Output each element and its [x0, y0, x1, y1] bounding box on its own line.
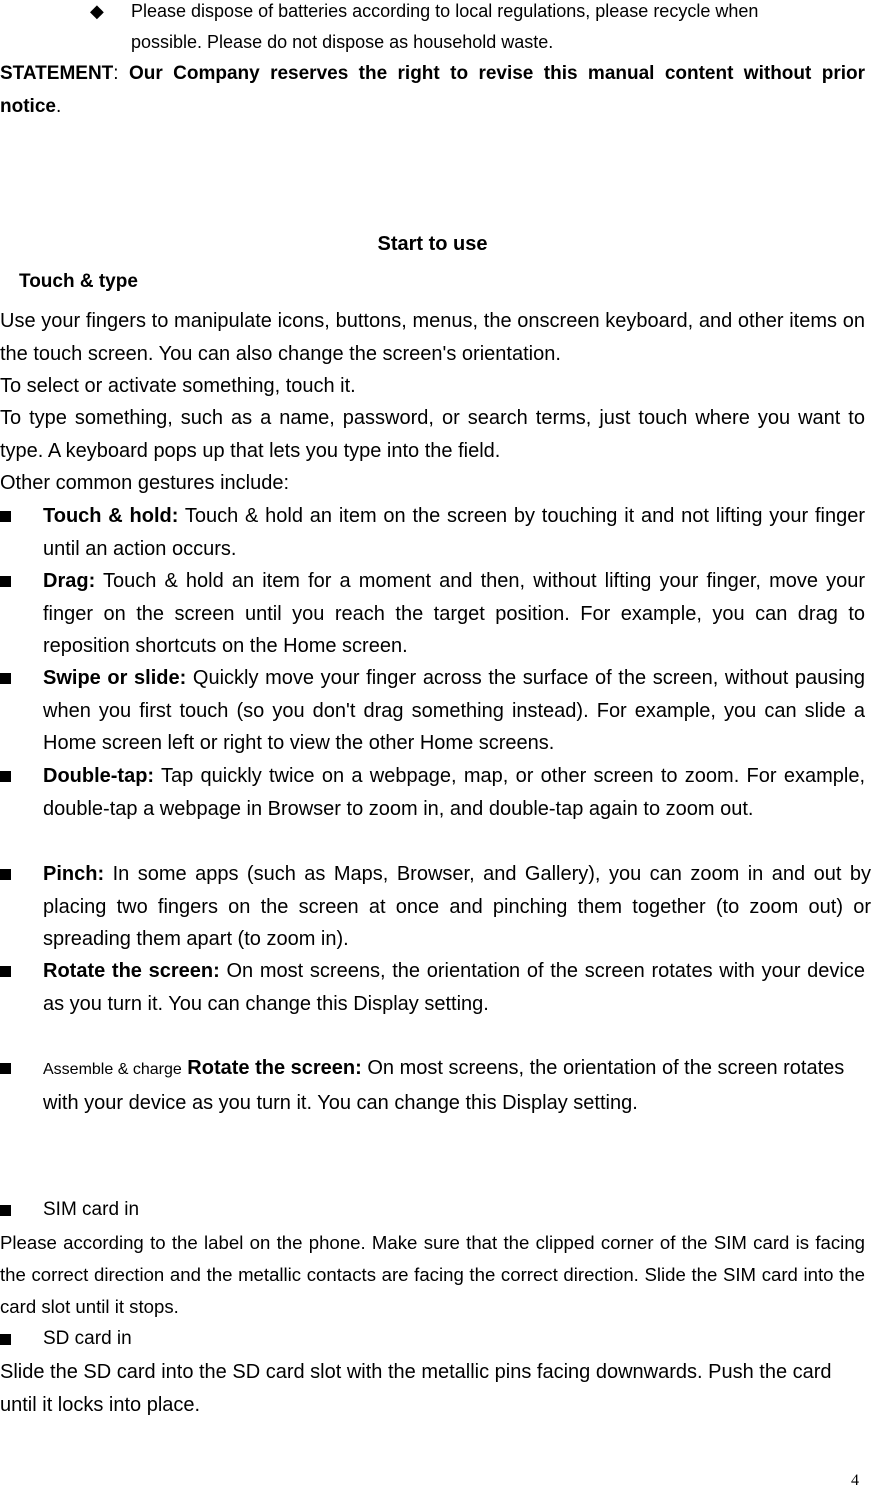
battery-note: [0, 0, 871, 60]
gesture-description: Touch & hold an item for a moment and then, without lifting your finger, move your finger on the screen until you reach the target position. For example, you can drag to reposition shortcuts on the Home screen.: [43, 570, 865, 657]
gesture-item: [0, 955, 871, 1021]
assemble-text: [43, 1052, 865, 1119]
gesture-description: Quickly move your finger across the surface of the screen, without pausing when you first touch (so you don't drag something instead). For example, you can slide a Home screen left or right to view the other Home screens.: [43, 667, 865, 754]
gesture-item: [0, 760, 871, 858]
gesture-term: Pinch:: [43, 863, 105, 885]
section-title: Start to use: [377, 233, 488, 255]
gesture-text: [43, 500, 865, 565]
square-bullet-icon: [0, 771, 11, 782]
square-bullet-icon: [0, 1205, 11, 1216]
battery-note-line2: possible. Please do not dispose as household waste.: [131, 32, 554, 52]
sim-paragraph: Please according to the label on the phone. Make sure that the clipped corner of the SIM card is facing the correct direction and the metallic contacts are facing the correct direction. Slide the SIM card into the card slot until it stops.: [0, 1232, 865, 1317]
square-bullet-icon: [0, 576, 11, 587]
statement: [0, 58, 865, 123]
intro-paragraph-4: Other common gestures include:: [0, 472, 290, 494]
assemble-item: [0, 1052, 871, 1118]
square-bullet-icon: [0, 966, 11, 977]
diamond-bullet-icon: ◆: [90, 1, 104, 21]
gesture-description: On most screens, the orientation of the screen rotates with your device as you turn it. You can change this Display setting.: [43, 960, 865, 1015]
statement-colon: :: [113, 63, 119, 84]
square-bullet-icon: [0, 1334, 11, 1345]
gesture-text: [43, 565, 865, 663]
gesture-item: [0, 565, 871, 663]
gesture-term: Swipe or slide:: [43, 667, 187, 689]
gesture-text: [43, 760, 865, 825]
gesture-term: Rotate the screen:: [43, 960, 220, 982]
assemble-term: Rotate the screen:: [187, 1057, 362, 1079]
square-bullet-icon: [0, 869, 11, 880]
gesture-item: [0, 500, 871, 566]
sim-heading: SIM card in: [43, 1199, 140, 1220]
gesture-description: Tap quickly twice on a webpage, map, or other screen to zoom. For example, double-tap a webpage in Browser to zoom in, and double-tap again to zoom out.: [43, 765, 865, 820]
gesture-item: [0, 858, 871, 956]
statement-text: Our Company reserves the right to revise this manual content without prior notice: [0, 63, 865, 117]
gesture-description: In some apps (such as Maps, Browser, and Gallery), you can zoom in and out by placing two fingers on the screen at once and pinching them together (to zoom out) or spreading them apart (to zoom in).: [43, 863, 871, 950]
sd-heading: SD card in: [43, 1328, 132, 1349]
battery-note-line1: Please dispose of batteries according to local regulations, please recycle when: [131, 1, 759, 21]
sd-heading-item: [0, 1326, 871, 1354]
intro-paragraph-1: Use your fingers to manipulate icons, buttons, menus, the onscreen keyboard, and other items on the touch screen. You can also change the screen's orientation.: [0, 310, 865, 365]
sd-paragraph: Slide the SD card into the SD card slot with the metallic pins facing downwards. Push the card until it locks into place.: [0, 1361, 832, 1416]
gesture-item: [0, 662, 871, 760]
gesture-term: Double-tap:: [43, 765, 155, 787]
intro-paragraph-3: To type something, such as a name, password, or search terms, just touch where you want to type. A keyboard pops up that lets you type into the field.: [0, 407, 865, 462]
gesture-text: [43, 858, 871, 956]
section-subtitle: Touch & type: [19, 271, 138, 292]
square-bullet-icon: [0, 511, 11, 522]
gesture-description: Touch & hold an item on the screen by touching it and not lifting your finger until an action occurs.: [43, 505, 865, 560]
gesture-term: Touch & hold:: [43, 505, 179, 527]
statement-period: .: [55, 95, 62, 117]
square-bullet-icon: [0, 673, 11, 684]
gesture-text: [43, 662, 865, 760]
gesture-term: Drag:: [43, 570, 96, 592]
square-bullet-icon: [0, 1063, 11, 1074]
statement-label: STATEMENT: [0, 63, 114, 84]
assemble-description: On most screens, the orientation of the screen rotates with your device as you turn it. You can change this Display setting.: [43, 1057, 845, 1114]
page-number: 4: [851, 1472, 859, 1489]
intro-paragraph-2: To select or activate something, touch it.: [0, 375, 356, 397]
assemble-label: Assemble & charge: [43, 1061, 182, 1078]
sim-heading-item: [0, 1197, 871, 1225]
gesture-text: [43, 955, 865, 1020]
